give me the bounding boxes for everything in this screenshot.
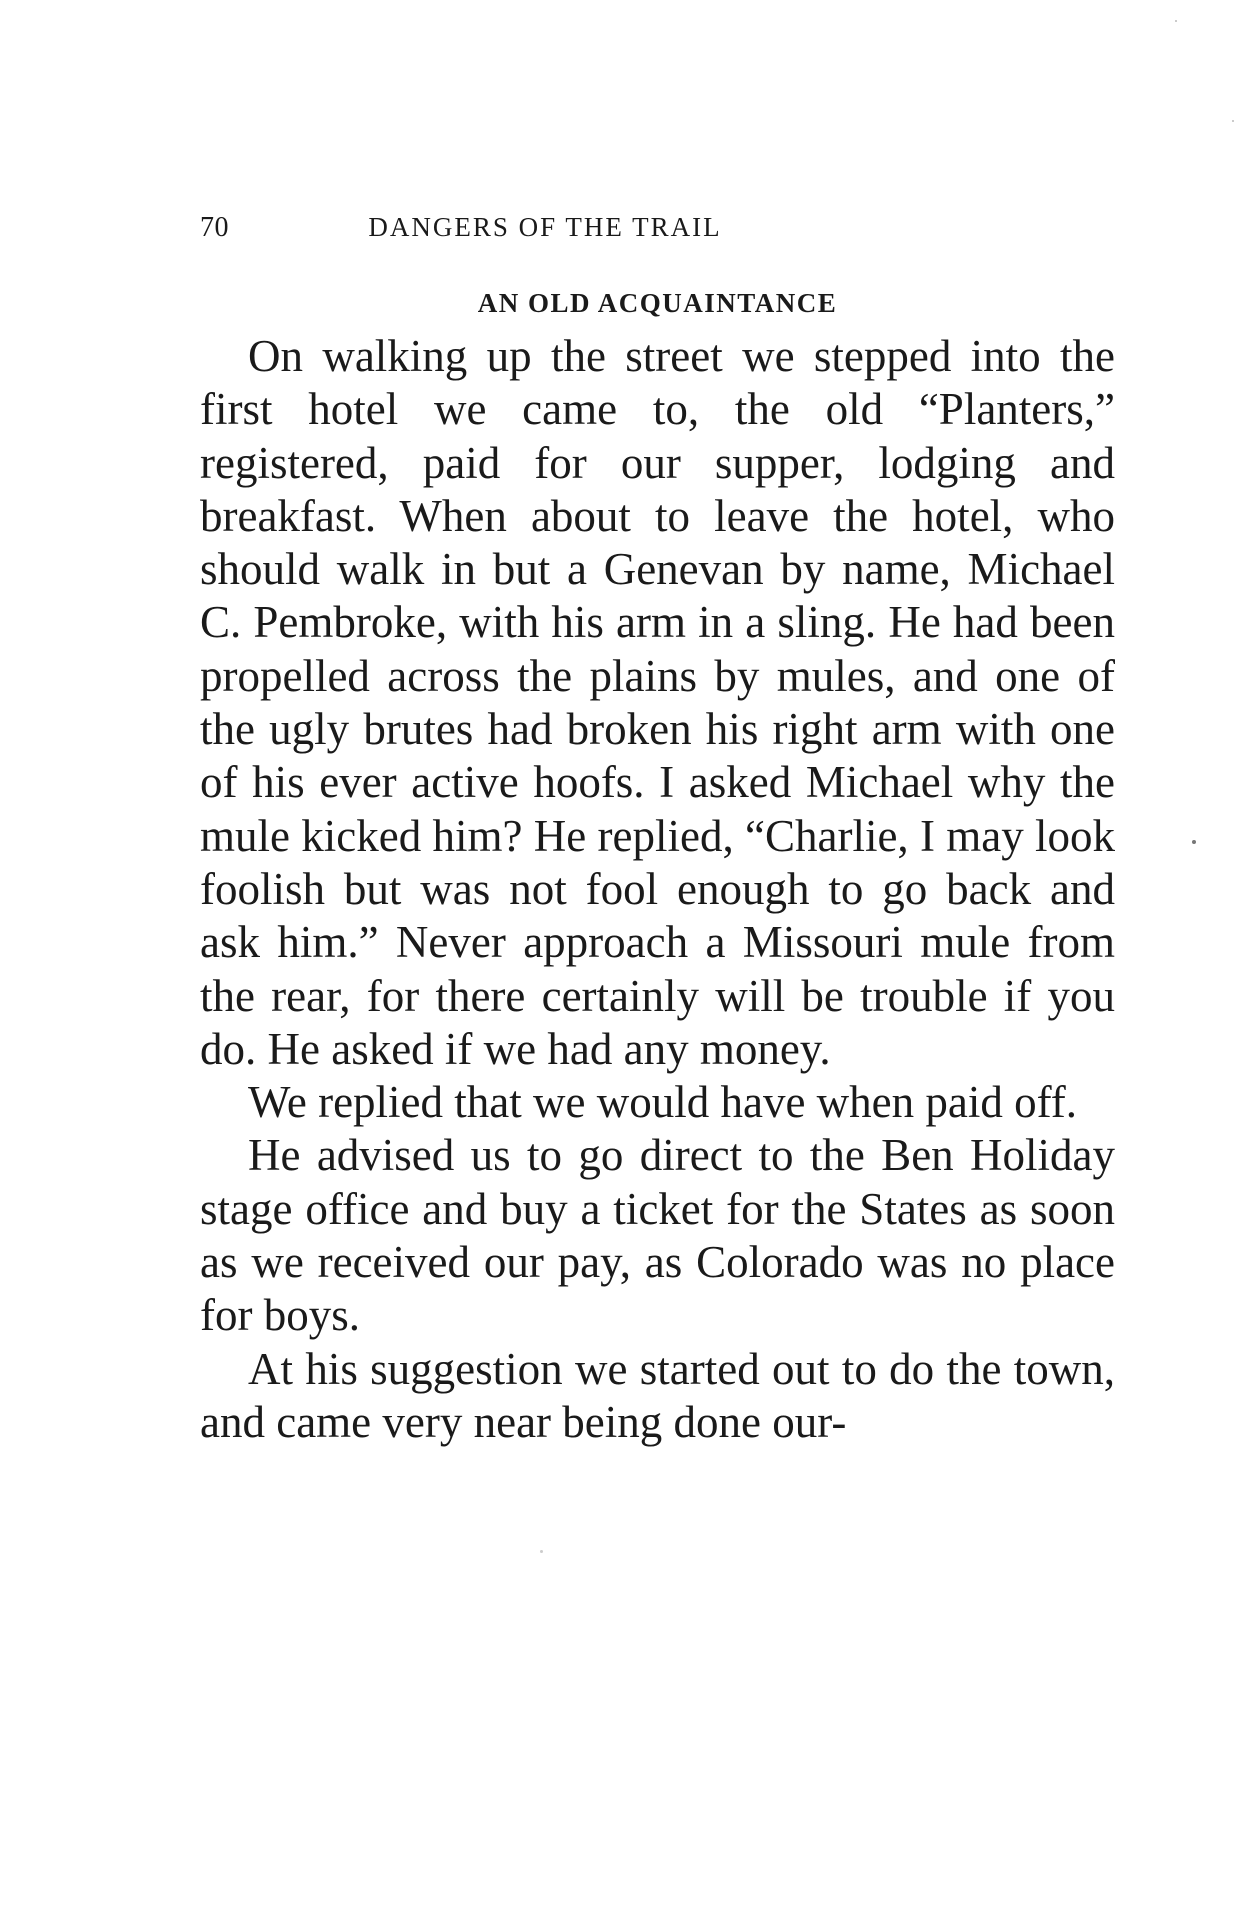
body-text: [200, 330, 1115, 1449]
section-heading: AN OLD ACQUAINTANCE: [477, 288, 838, 318]
scan-speck: [540, 1550, 543, 1553]
paragraph-4: At his suggestion we started out to do the town, and came very near being done our-: [200, 1343, 1115, 1447]
scan-speck: [1175, 20, 1177, 22]
paragraph-2: We replied that we would have when paid off.: [248, 1077, 1078, 1128]
paragraph-3: He advised us to go direct to the Ben Holiday stage office and buy a ticket for the States as soon as we received our pay, as Colorado was no place for boys.: [200, 1130, 1115, 1341]
page-number: 70: [200, 212, 229, 243]
scan-speck: [1192, 840, 1196, 844]
running-head: [200, 212, 890, 252]
running-title: DANGERS OF THE TRAIL: [368, 212, 722, 242]
scan-speck: [1232, 120, 1234, 122]
paragraph-1: On walking up the street we stepped into the first hotel we came to, the old “Planters,” registered, paid for our supper, lodging and breakfast. When about to leave the hotel, who should walk in but a Genevan by name, Michael C. Pembroke, with his arm in a sling. He had been propelled across the plains by mules, and one of the ugly brutes had broken his right arm with one of his ever active hoofs. I asked Michael why the mule kicked him? He replied, “Charlie, I may look foolish but was not fool enough to go back and ask him.” Never approach a Missouri mule from the rear, for there certainly will be trouble if you do. He asked if we had any money.: [200, 331, 1115, 1074]
